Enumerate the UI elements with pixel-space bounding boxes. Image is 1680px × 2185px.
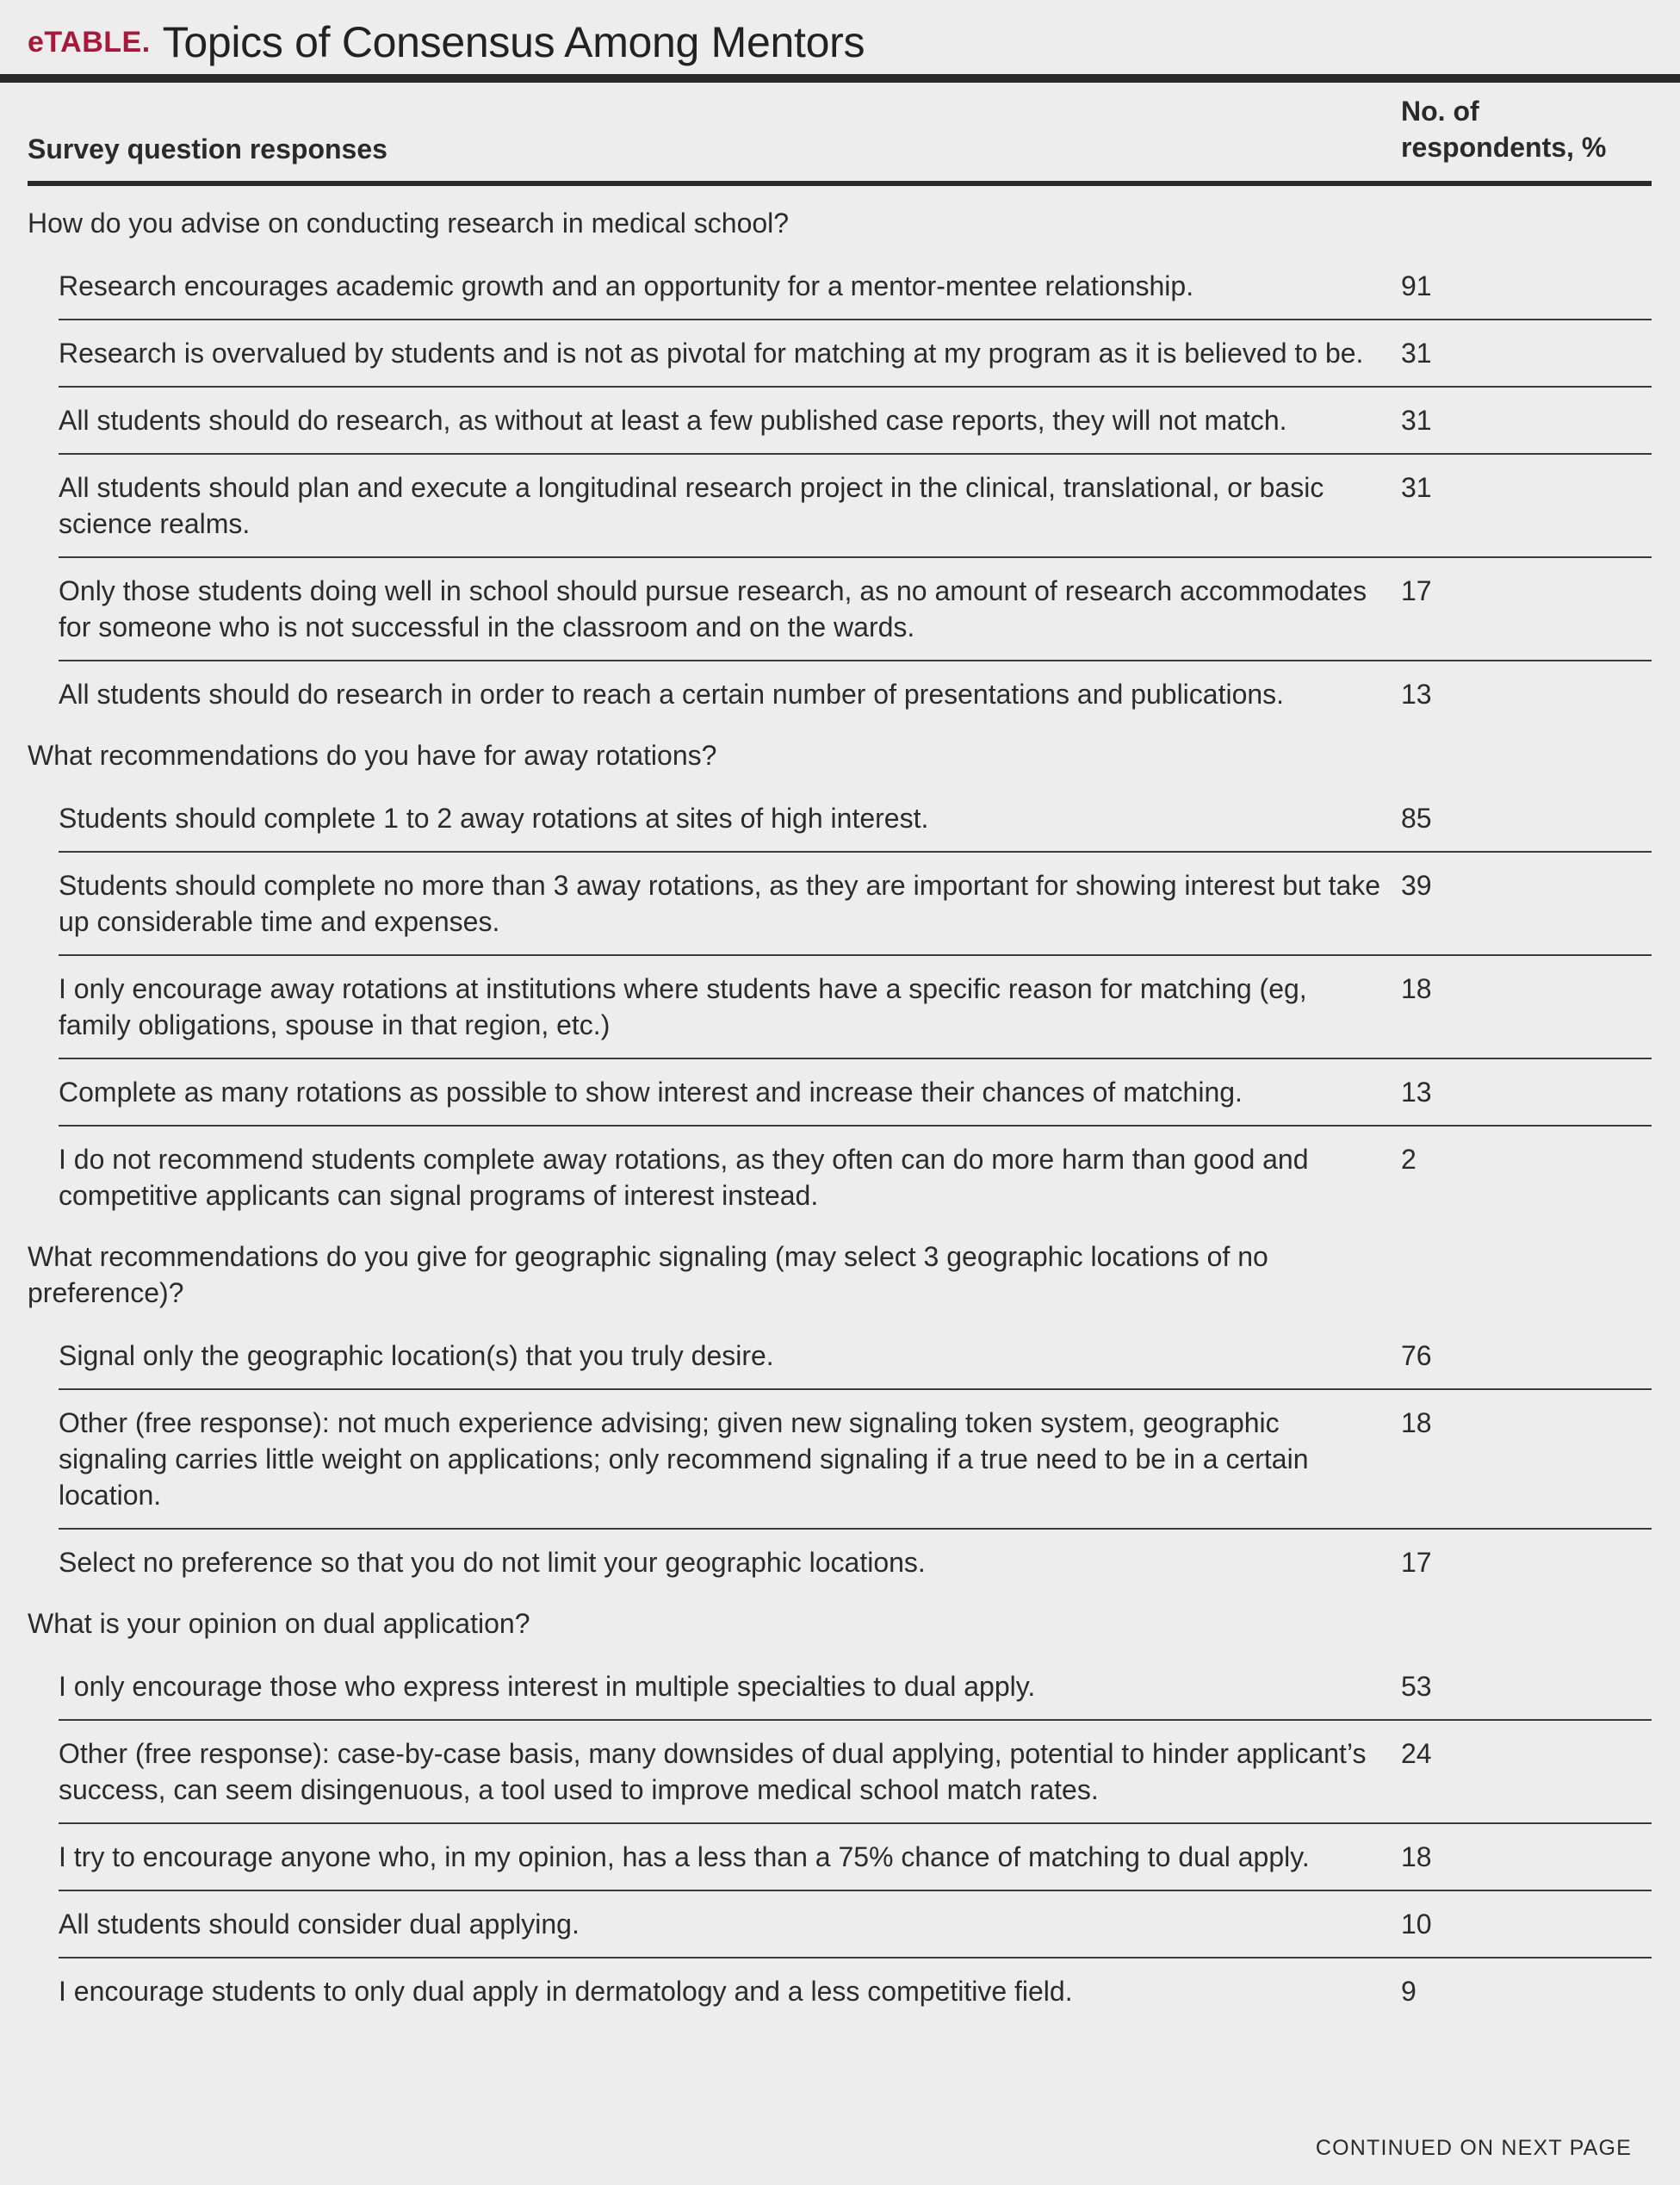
response-text: All students should do research in order to reach a certain number of presentations and publications.	[59, 679, 1285, 710]
table-row	[59, 853, 1652, 956]
table-row	[59, 1654, 1652, 1721]
response-text: Research is overvalued by students and is not as pivotal for matching at my program as it is believed to be.	[59, 338, 1364, 369]
response-percent: 24	[1401, 1738, 1432, 1769]
table-row	[59, 1721, 1652, 1824]
response-percent: 18	[1401, 1407, 1432, 1438]
response-text: I try to encourage anyone who, in my opinion, has a less than a 75% chance of matching to dual apply.	[59, 1841, 1310, 1872]
response-text: Students should complete 1 to 2 away rotations at sites of high interest.	[59, 803, 929, 834]
response-percent: 10	[1401, 1909, 1432, 1940]
table-row	[59, 558, 1652, 661]
response-text: I only encourage those who express interest in multiple specialties to dual apply.	[59, 1671, 1036, 1702]
table-row	[59, 455, 1652, 558]
response-percent: 31	[1401, 338, 1432, 369]
table-row	[59, 956, 1652, 1059]
table-row	[59, 1127, 1652, 1228]
top-rule	[0, 74, 1680, 83]
response-text: Other (free response): case-by-case basis, many downsides of dual applying, potential to hinder applicant’s success, can seem disingenuous, a tool used to improve medical school match rates.	[59, 1738, 1367, 1805]
response-text: Other (free response): not much experience advising; given new signaling token system, geographic signaling carries little weight on applications; only recommend signaling if a true need to be in a certain location.	[59, 1407, 1309, 1511]
response-percent: 17	[1401, 1547, 1432, 1578]
response-text: Select no preference so that you do not limit your geographic locations.	[59, 1547, 926, 1578]
header-responses: Survey question responses	[28, 133, 387, 164]
table-row	[59, 388, 1652, 455]
question-row: How do you advise on conducting research in medical school?	[28, 208, 790, 239]
table-title-text: Topics of Consensus Among Mentors	[162, 18, 865, 66]
response-percent: 13	[1401, 1077, 1432, 1108]
response-percent: 17	[1401, 575, 1432, 606]
response-text: Only those students doing well in school should pursue research, as no amount of research accommodates for someone who is not successful in the classroom and on the wards.	[59, 575, 1367, 642]
table-row	[59, 1891, 1652, 1958]
table-row	[59, 320, 1652, 388]
table-row	[59, 785, 1652, 853]
response-text: Research encourages academic growth and an opportunity for a mentor-mentee relationship.	[59, 270, 1194, 301]
response-percent: 18	[1401, 1841, 1432, 1872]
table-label: eTABLE.	[28, 25, 151, 59]
response-percent: 53	[1401, 1671, 1432, 1702]
response-text: All students should consider dual applying.	[59, 1909, 580, 1940]
table-row	[59, 1958, 1652, 2024]
table-row	[59, 661, 1652, 727]
response-text: Signal only the geographic location(s) that you truly desire.	[59, 1340, 774, 1371]
table-row	[59, 1530, 1652, 1595]
table-header	[28, 83, 1652, 186]
response-percent: 76	[1401, 1340, 1432, 1371]
response-text: I encourage students to only dual apply in dermatology and a less competitive field.	[59, 1976, 1073, 2007]
response-percent: 18	[1401, 973, 1432, 1004]
response-percent: 31	[1401, 405, 1432, 436]
response-text: All students should plan and execute a longitudinal research project in the clinical, translational, or basic science realms.	[59, 472, 1324, 539]
table-row	[59, 1824, 1652, 1891]
table-row	[59, 1323, 1652, 1390]
continued-note: CONTINUED ON NEXT PAGE	[1315, 2136, 1632, 2160]
question-row: What recommendations do you have for away rotations?	[28, 740, 717, 771]
header-respondents: No. of respondents, %	[1401, 96, 1607, 163]
response-percent: 91	[1401, 270, 1432, 301]
response-text: Students should complete no more than 3 away rotations, as they are important for showing interest but take up considerable time and expenses.	[59, 870, 1381, 937]
response-text: All students should do research, as without at least a few published case reports, they will not match.	[59, 405, 1287, 436]
response-percent: 85	[1401, 803, 1432, 834]
response-percent: 31	[1401, 472, 1432, 503]
response-percent: 39	[1401, 870, 1432, 901]
question-row: What recommendations do you give for geographic signaling (may select 3 geographic locations of no preference)?	[28, 1241, 1268, 1308]
table-body	[28, 186, 1652, 2024]
response-percent: 9	[1401, 1976, 1417, 2007]
response-text: Complete as many rotations as possible to show interest and increase their chances of matching.	[59, 1077, 1243, 1108]
consensus-table	[28, 83, 1652, 2024]
response-percent: 2	[1401, 1144, 1417, 1175]
table-row	[59, 1390, 1652, 1530]
response-percent: 13	[1401, 679, 1432, 710]
question-row: What is your opinion on dual application?	[28, 1608, 530, 1639]
table-row	[59, 1059, 1652, 1127]
table-row	[59, 253, 1652, 320]
response-text: I do not recommend students complete away rotations, as they often can do more harm than good and competitive applicants can signal programs of interest instead.	[59, 1144, 1309, 1211]
response-text: I only encourage away rotations at institutions where students have a specific reason for matching (eg, family obligations, spouse in that region, etc.)	[59, 973, 1307, 1040]
table-title	[28, 12, 865, 72]
